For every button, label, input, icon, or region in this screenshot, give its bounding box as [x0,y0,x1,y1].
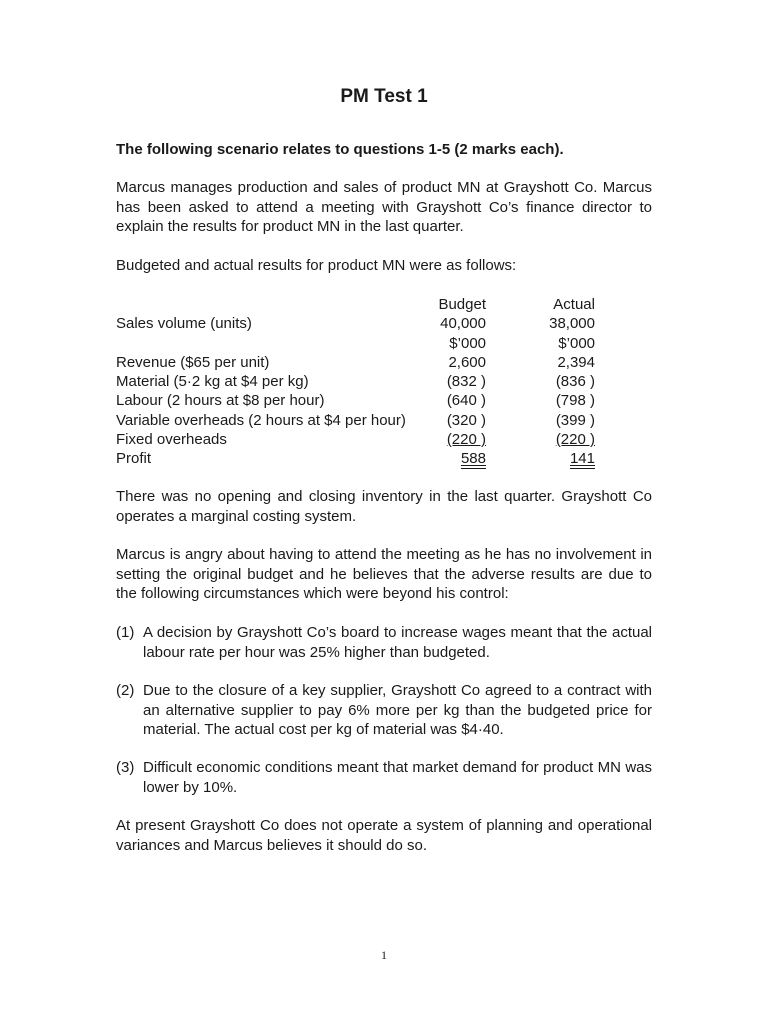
actual-value: (399 ) [555,411,595,429]
paragraph-results-intro: Budgeted and actual results for product MN were as follows: [116,257,517,274]
intro-heading: The following scenario relates to questions 1-5 (2 marks each). [116,141,564,158]
budget-value: 40,000 [440,315,486,333]
budget-value: (832 ) [446,373,486,391]
table-row [116,391,596,410]
budget-value: (640 ) [446,392,486,410]
table-row [116,411,596,430]
row-label: Sales volume (units) [116,315,252,333]
row-label: Variable overheads (2 hours at $4 per hour) [116,411,406,429]
column-header-budget: Budget [438,296,486,313]
table-row [116,372,596,391]
list-number: (3) [116,759,135,776]
list-number: (1) [116,624,135,641]
row-label: Profit [116,450,152,468]
budget-value: (320 ) [446,411,486,429]
paragraph-intro: Marcus manages production and sales of product MN at Grayshott Co. Marcus has been asked to attend a meeting with Grayshott Co’s finance director to explain the results for product MN in the last quarter. [116,179,652,236]
actual-value: 38,000 [549,315,595,333]
list-item [116,758,652,797]
results-table [116,295,596,469]
table-row [116,334,596,353]
budget-value: (220 ) [446,431,486,449]
actual-value: (836 ) [555,373,595,391]
paragraph-conclusion: At present Grayshott Co does not operate a system of planning and operational variances and Marcus believes it should do so. [116,817,652,854]
list-text: A decision by Grayshott Co’s board to increase wages meant that the actual labour rate per hour was 25% higher than budgeted. [143,624,652,661]
paragraph-marcus-angry: Marcus is angry about having to attend the meeting as he has no involvement in setting the original budget and he believes that the adverse results are due to the following circumstances which were beyond his control: [116,546,652,603]
table-row [116,430,596,449]
table-row [116,314,596,333]
paragraph-inventory: There was no opening and closing inventory in the last quarter. Grayshott Co operates a marginal costing system. [116,488,652,525]
row-label: Labour (2 hours at $8 per hour) [116,392,325,410]
list-text: Due to the closure of a key supplier, Grayshott Co agreed to a contract with an alternative supplier to pay 6% more per kg than the budgeted price for material. The actual cost per kg of material was $4·40. [143,682,652,739]
list-item [116,681,652,740]
page-title: PM Test 1 [340,86,428,107]
actual-value: 2,394 [557,353,595,371]
budget-unit: $’000 [449,334,486,352]
table-header-row [116,295,596,314]
budget-total: 588 [460,450,486,468]
column-header-actual: Actual [553,296,595,313]
budget-value: 2,600 [448,353,486,371]
actual-value: (798 ) [555,392,595,410]
list-number: (2) [116,682,135,699]
list-item [116,623,652,662]
list-text: Difficult economic conditions meant that market demand for product MN was lower by 10%. [143,759,652,796]
page-number: 1 [381,948,387,962]
row-label: Revenue ($65 per unit) [116,353,270,371]
actual-value: (220 ) [555,431,595,449]
table-row [116,353,596,372]
actual-total: 141 [569,450,595,468]
actual-unit: $’000 [558,334,595,352]
row-label: Material (5·2 kg at $4 per kg) [116,373,309,391]
row-label: Fixed overheads [116,431,227,449]
table-row-total [116,449,596,468]
